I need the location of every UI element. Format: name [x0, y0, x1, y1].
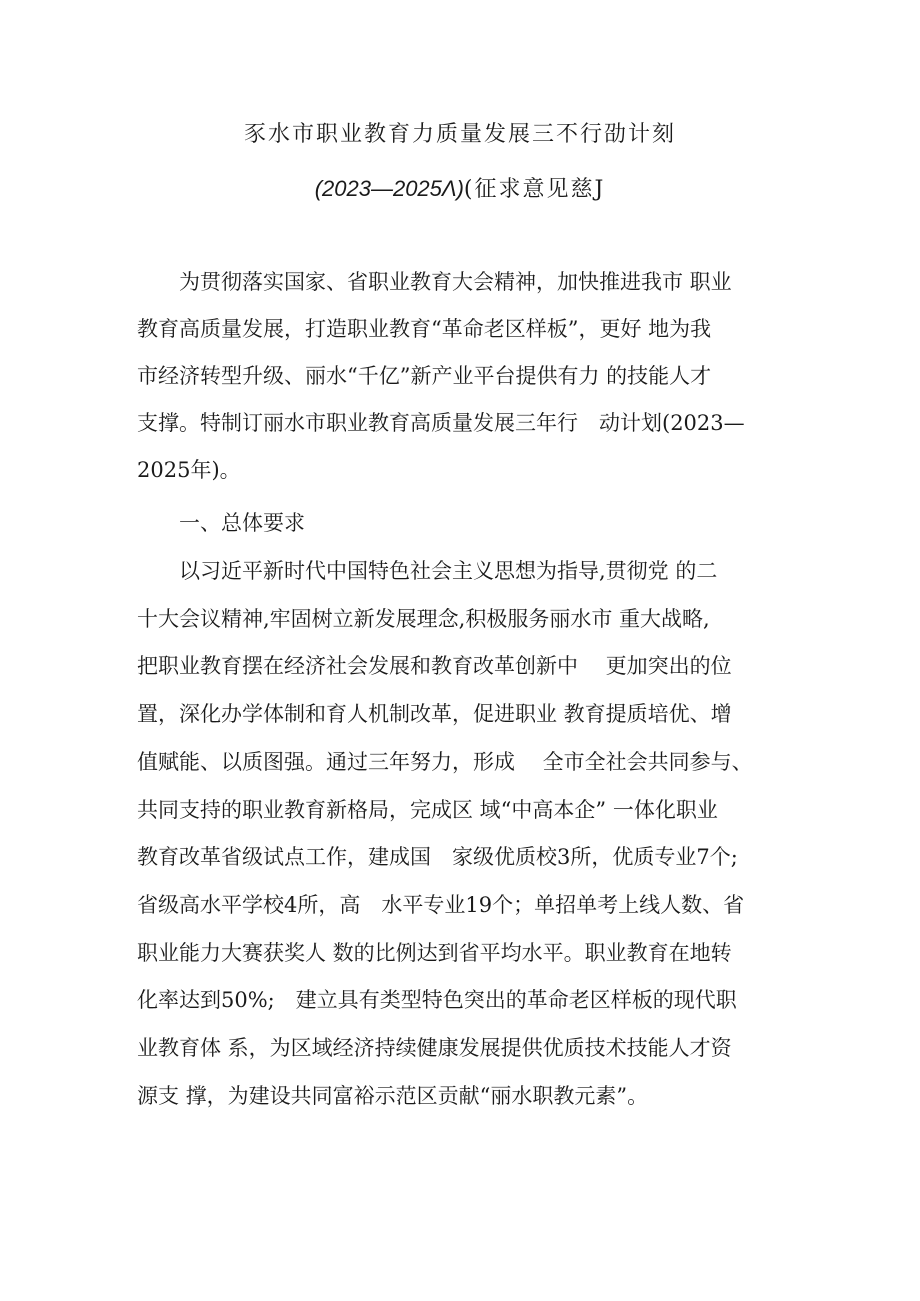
body-line: 支撑。特制订丽水市职业教育高质量发展三年行 动计划(2023— — [137, 411, 745, 435]
body-line: 教育高质量发展，打造职业教育“革命老区样板”，更好 地为我 — [137, 317, 712, 341]
document-title: 豕水市职业教育力质量发展三不行劭计刻 — [243, 122, 676, 147]
body-line: 市经济转型升级、丽水“千亿”新产业平台提供有力 的技能人才 — [137, 364, 712, 388]
body-line: 十大会议精神,牢固树立新发展理念,积极服务丽水市 重大战略, — [137, 607, 710, 631]
document-subtitle — [0, 172, 920, 203]
body-line: 共同支持的职业教育新格局，完成区 域“中高本企” 一体化职业 — [137, 798, 718, 822]
body-line: 源支 撑，为建设共同富裕示范区贡献“丽水职教元素”。 — [137, 1084, 649, 1108]
body-line: 值赋能、以质图强。通过三年努力，形成 全市全社会共同参与、 — [137, 750, 753, 774]
body-line: 化率达到50%; 建立具有类型特色突出的革命老区样板的现代职 — [137, 988, 737, 1012]
body-line: 2025年)。 — [137, 458, 241, 482]
body-line: 为贯彻落实国家、省职业教育大会精神，加快推进我市 职业 — [137, 270, 732, 294]
body-line: 业教育体 系，为区域经济持续健康发展提供优质技术技能人才资 — [137, 1036, 732, 1060]
body-line: 教育改革省级试点工作，建成国 家级优质校3所，优质专业7个; — [137, 845, 738, 869]
body-line: 置，深化办学体制和育人机制改革，促进职业 教育提质培优、增 — [137, 702, 732, 726]
section-heading: 一、总体要求 — [137, 511, 305, 535]
body-line: 把职业教育摆在经济社会发展和教育改革创新中 更加突出的位 — [137, 654, 732, 678]
body-line: 以习近平新时代中国特色社会主义思想为指导,贯彻党 的二 — [137, 559, 718, 583]
body-line: 省级高水平学校4所，高 水平专业19个；单招单考上线人数、省 — [137, 893, 745, 917]
subtitle-years: (2023—2025Λ) — [314, 176, 464, 201]
subtitle-note: (征求意见慈J — [463, 177, 606, 202]
body-line: 职业能力大赛获奖人 数的比例达到省平均水平。职业教育在地转 — [137, 941, 732, 965]
